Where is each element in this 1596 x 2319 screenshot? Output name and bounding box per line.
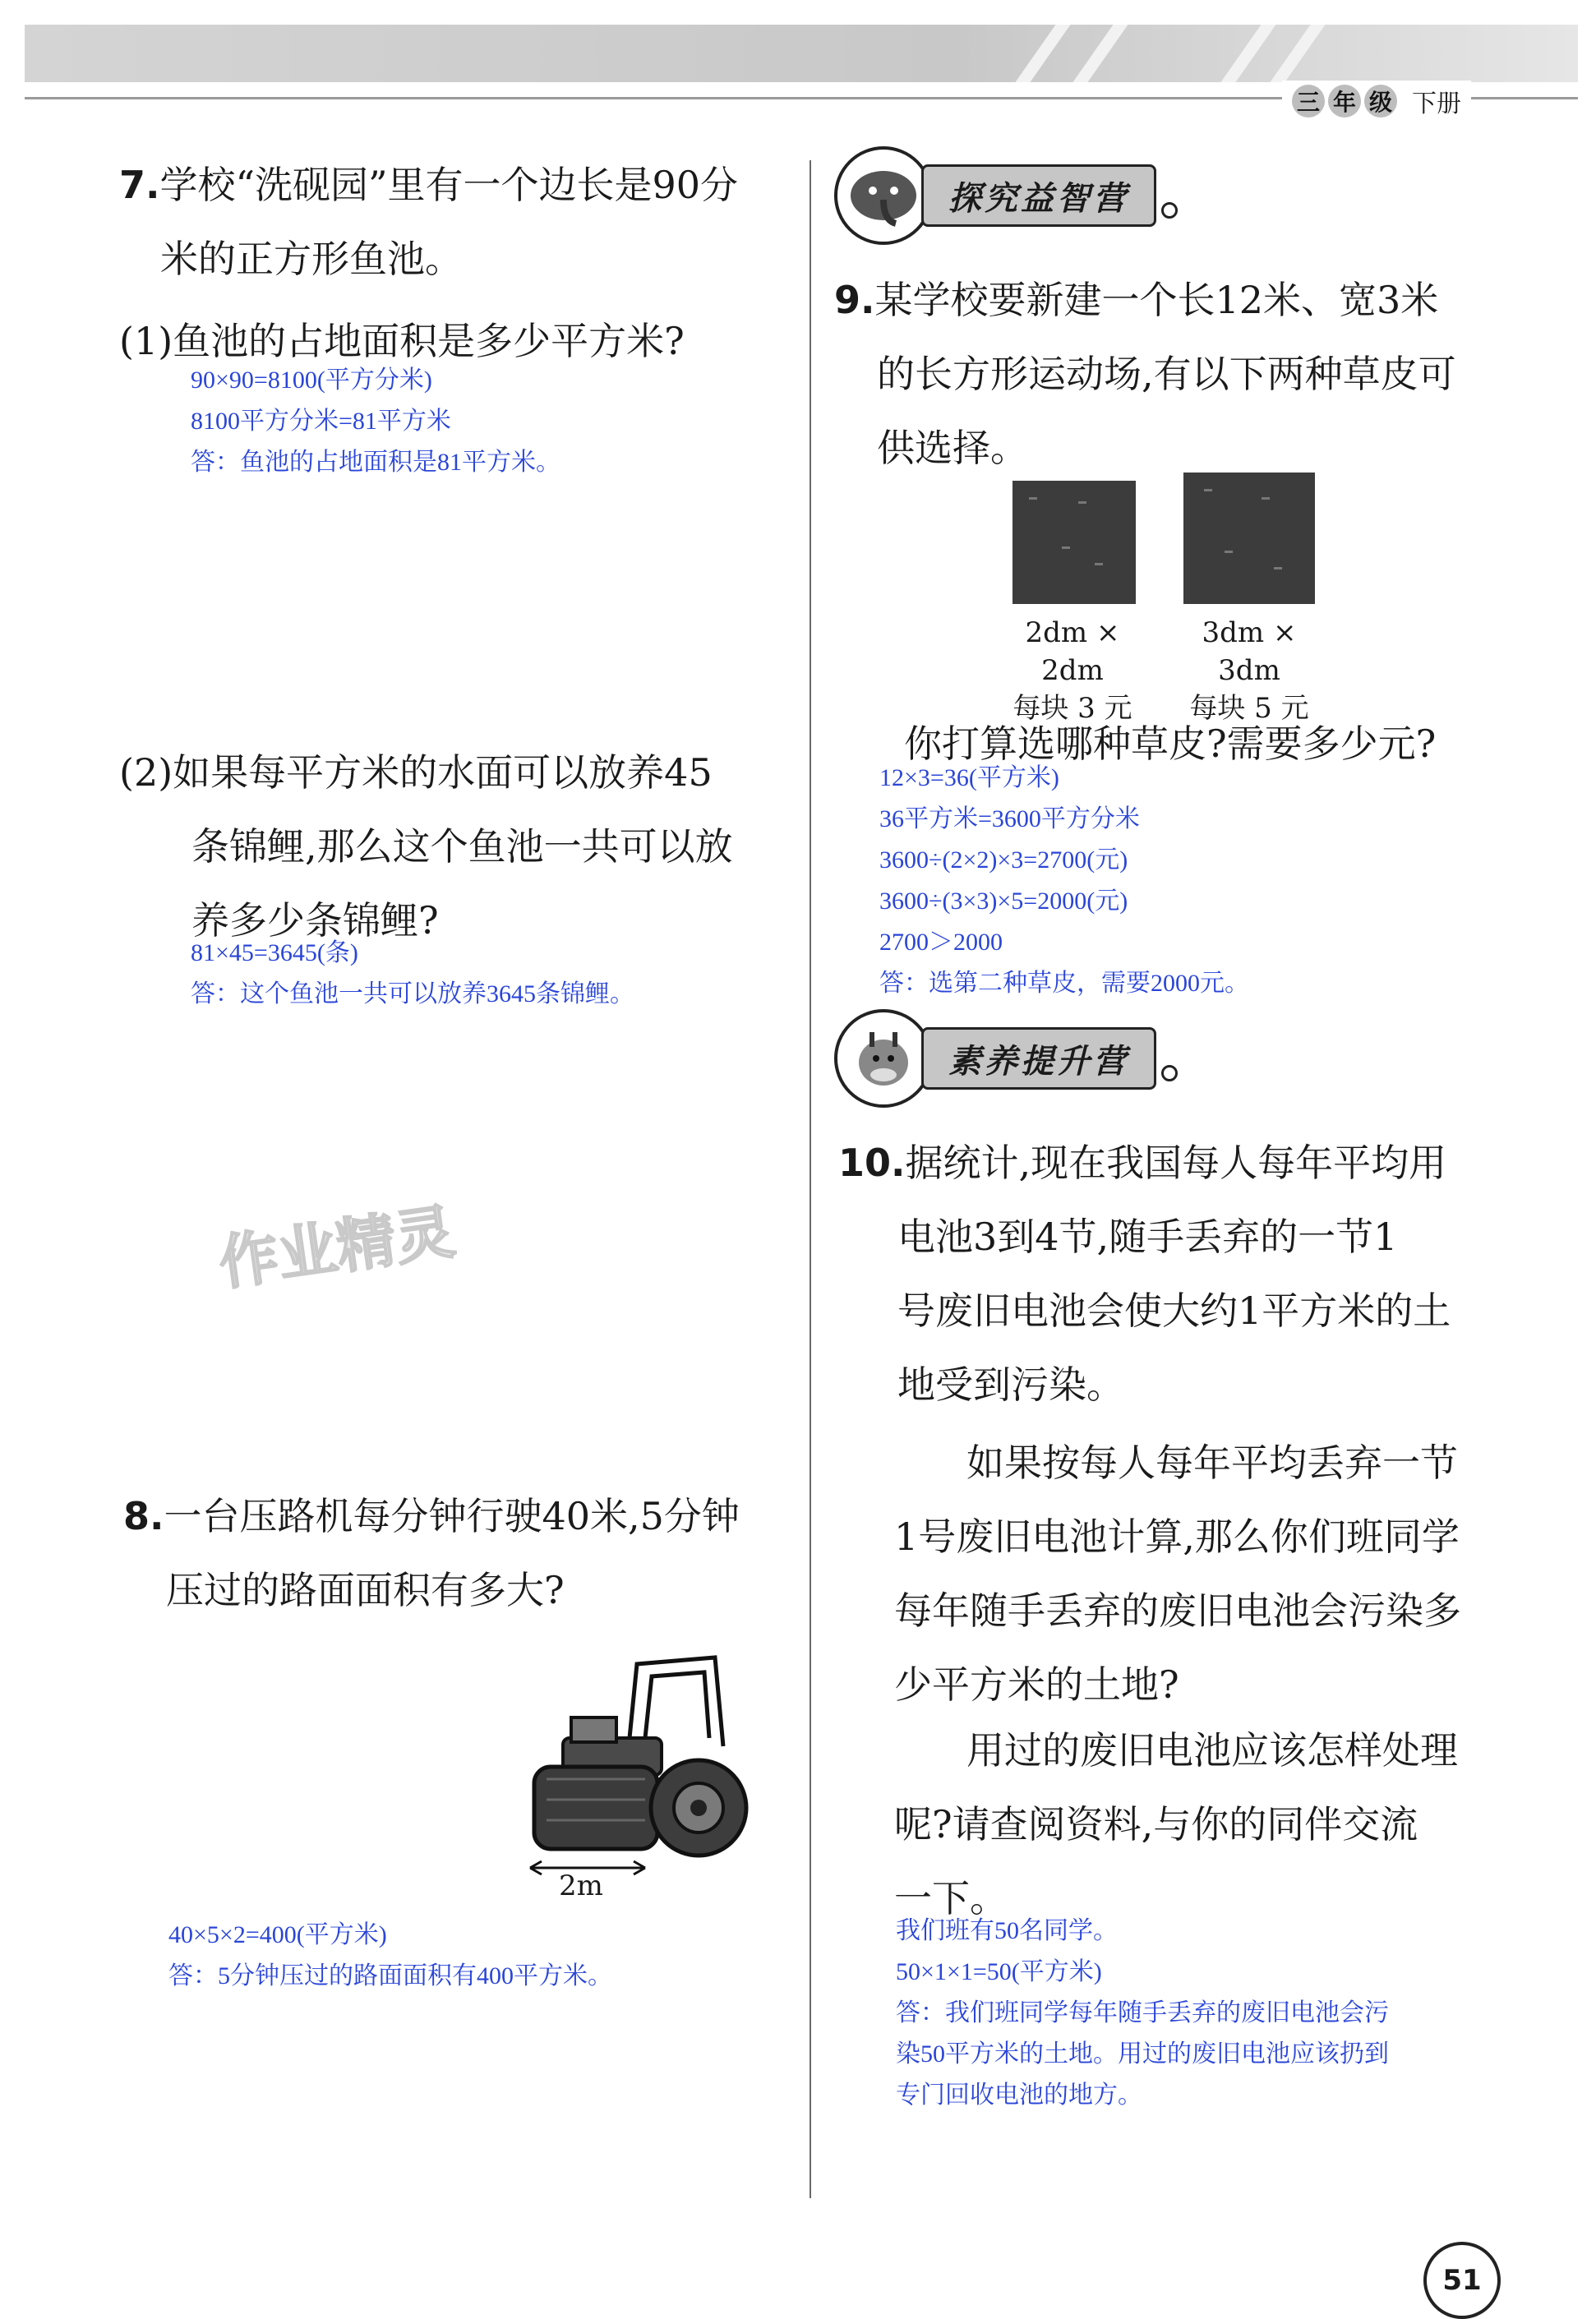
answer-line: 90×90=8100(平方分米) <box>191 367 432 394</box>
q7-part2-text: 如果每平方米的水面可以放养45 <box>173 750 713 795</box>
q8-text: 压过的路面面积有多大? <box>166 1568 565 1612</box>
q7-part1-answer <box>191 360 560 483</box>
q10-answer <box>896 1911 1389 2116</box>
section-header-explore <box>834 146 1178 245</box>
q10-text: 号废旧电池会使大约1平方米的土 <box>897 1289 1451 1333</box>
answer-line: 36平方米=3600平方分米 <box>879 805 1140 832</box>
answer-line: 8100平方分米=81平方米 <box>191 408 451 435</box>
page-number: 51 <box>1423 2242 1501 2319</box>
tile-price: 每块 3 元 <box>1012 692 1132 725</box>
answer-line: 染50平方米的土地。用过的废旧电池应该扔到 <box>896 2040 1389 2068</box>
road-roller-illustration <box>514 1648 760 1911</box>
q10-para3 <box>894 1713 1584 1935</box>
q7-part2-text: 条锦鲤,那么这个鱼池一共可以放 <box>191 824 733 869</box>
q10-text: 一下。 <box>894 1876 1008 1920</box>
answer-line: 2700＞2000 <box>879 929 1003 956</box>
q7-text: 米的正方形鱼池。 <box>160 237 463 281</box>
q10-number: 10. <box>838 1141 906 1185</box>
giraffe-icon <box>834 1009 933 1108</box>
answer-line: 专门回收电池的地方。 <box>896 2082 1142 2109</box>
tile-size: 3dm × 3dm <box>1202 616 1297 687</box>
q7-text: 学校“洗砚园”里有一个边长是90分 <box>159 163 739 207</box>
q9-answer <box>879 758 1249 1004</box>
q7-number: 7. <box>119 163 160 207</box>
grass-tile-2 <box>1175 473 1323 727</box>
q9-stem <box>834 263 1574 485</box>
q10-text: 用过的废旧电池应该怎样处理 <box>966 1728 1458 1773</box>
watermark: 作业精灵 <box>214 1196 459 1298</box>
q10-para2 <box>894 1426 1584 1722</box>
tile-size: 2dm × 2dm <box>1025 616 1120 687</box>
q10-text: 1号废旧电池计算,那么你们班同学 <box>894 1514 1460 1559</box>
q7-part2-label: (2) <box>119 750 173 795</box>
answer-line: 12×3=36(平方米) <box>879 764 1059 791</box>
q10-text: 据统计,现在我国每人每年平均用 <box>905 1141 1447 1185</box>
answer-line: 3600÷(2×2)×3=2700(元) <box>879 846 1128 874</box>
grade-char: 年 <box>1328 85 1361 118</box>
answer-line: 40×5×2=400(平方米) <box>168 1921 387 1948</box>
q7-part1-label: (1) <box>119 319 173 363</box>
grass-tile-1 <box>1003 481 1142 727</box>
q8-answer <box>168 1915 612 1997</box>
answer-line: 3600÷(3×3)×5=2000(元) <box>879 887 1128 915</box>
q7-part2-answer <box>191 933 634 1015</box>
q10-text: 地受到污染。 <box>897 1362 1124 1407</box>
q9-number: 9. <box>834 278 875 322</box>
answer-line: 答：鱼池的占地面积是81平方米。 <box>191 449 560 476</box>
section-dot <box>1161 1065 1178 1081</box>
answer-line: 答：选第二种草皮，需要2000元。 <box>879 970 1249 997</box>
roller-width-label: 2m <box>559 1869 603 1902</box>
q9-text: 的长方形运动场,有以下两种草皮可 <box>877 352 1456 396</box>
q10-text: 如果按每人每年平均丢弃一节 <box>966 1441 1458 1485</box>
q9-text: 某学校要新建一个长12米、宽3米 <box>874 278 1439 322</box>
q8-number: 8. <box>123 1494 164 1538</box>
section-title: 探究益智营 <box>921 164 1156 227</box>
q8-stem <box>123 1479 789 1627</box>
q7-stem <box>119 148 785 296</box>
answer-line: 答：这个鱼池一共可以放养3645条锦鲤。 <box>191 980 634 1007</box>
q7-part1-text: 鱼池的占地面积是多少平方米? <box>173 319 685 363</box>
term-label: 下册 <box>1412 90 1461 118</box>
q8-text: 一台压路机每分钟行驶40米,5分钟 <box>164 1494 740 1538</box>
q10-stem <box>838 1126 1578 1422</box>
section-dot <box>1161 202 1178 219</box>
grade-char: 三 <box>1292 85 1325 118</box>
answer-line: 我们班有50名同学。 <box>896 1917 1118 1944</box>
q7-part2-text: 养多少条锦鲤? <box>191 898 439 943</box>
column-divider <box>810 160 811 2198</box>
q7-part2 <box>119 735 785 957</box>
tile-price: 每块 5 元 <box>1189 692 1309 725</box>
q10-text: 少平方米的土地? <box>894 1662 1179 1707</box>
answer-line: 81×45=3645(条) <box>191 939 358 966</box>
q9-text: 供选择。 <box>877 426 1028 470</box>
header-band <box>25 25 1578 82</box>
q10-text: 每年随手丢弃的废旧电池会污染多 <box>894 1588 1461 1633</box>
grass-tile-image <box>1012 481 1136 604</box>
section-title: 素养提升营 <box>921 1027 1156 1090</box>
answer-line: 答：我们班同学每年随手丢弃的废旧电池会污 <box>896 1999 1389 2026</box>
q10-text: 电池3到4节,随手丢弃的一节1 <box>897 1215 1398 1259</box>
q9-question: 你打算选哪种草皮?需要多少元? <box>904 722 1437 766</box>
answer-line: 50×1×1=50(平方米) <box>896 1958 1102 1985</box>
q10-text: 呢?请查阅资料,与你的同伴交流 <box>894 1802 1418 1846</box>
answer-line: 答：5分钟压过的路面面积有400平方米。 <box>168 1962 612 1989</box>
elephant-icon <box>834 146 933 245</box>
section-header-literacy <box>834 1009 1178 1108</box>
grass-tile-image <box>1183 473 1315 604</box>
grade-char: 级 <box>1364 85 1397 118</box>
grade-badge <box>1282 81 1471 122</box>
